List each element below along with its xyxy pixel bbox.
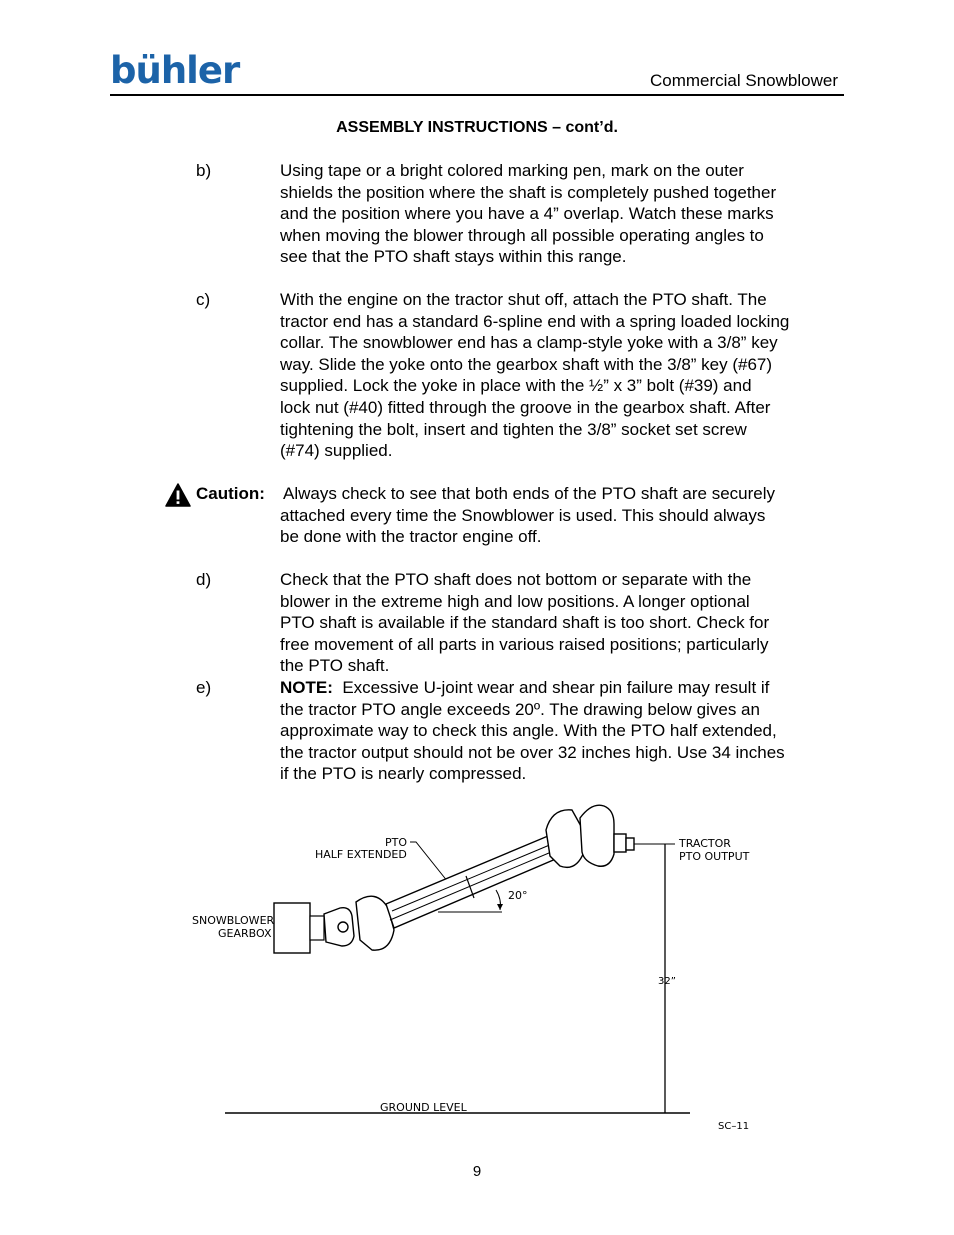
- step-e-line: the tractor PTO angle exceeds 20º. The drawing below gives an: [280, 699, 760, 719]
- step-c-text: [280, 289, 845, 462]
- caution-label: Caution:: [196, 484, 265, 503]
- step-d-marker: d): [196, 570, 212, 589]
- ground-label: GROUND LEVEL: [380, 1101, 467, 1114]
- step-c-line: tightening the bolt, insert and tighten the 3/8” socket set screw: [280, 419, 747, 439]
- step-e-marker: e): [196, 678, 212, 697]
- blower-yoke: [324, 896, 394, 950]
- caution-line: be done with the tractor engine off.: [280, 527, 542, 547]
- angle-arrowhead: [497, 904, 503, 910]
- caution-line: attached every time the Snowblower is used. This should always: [280, 505, 766, 525]
- step-b-marker: b): [196, 161, 212, 180]
- step-b-line: when moving the blower through all possible operating angles to: [280, 225, 764, 245]
- step-d-line: PTO shaft is available if the standard shaft is too short. Check for: [280, 613, 770, 633]
- pto-shaft: [386, 836, 558, 928]
- height-label: 32”: [658, 976, 676, 987]
- step-e-line: Excessive U-joint wear and shear pin failure may result if: [332, 678, 770, 697]
- gearbox-label: SNOWBLOWER: [192, 914, 275, 927]
- step-e-text: [280, 677, 845, 785]
- caution-line: Always check to see that both ends of the PTO shaft are securely: [283, 484, 776, 503]
- gearbox-shaft: [310, 916, 324, 940]
- step-c-line: supplied. Lock the yoke in place with the ½” x 3” bolt (#39) and: [280, 376, 752, 396]
- step-b-line: and the position where you have a 4” overlap. Watch these marks: [280, 204, 774, 224]
- section-heading: ASSEMBLY INSTRUCTIONS – cont’d.: [336, 119, 618, 136]
- pto-angle-diagram: [180, 800, 780, 1140]
- angle-label: 20°: [508, 889, 528, 902]
- step-e-line: the tractor output should not be over 32 inches high. Use 34 inches: [280, 742, 785, 762]
- buhler-logo: bühler: [110, 49, 240, 92]
- page-number: 9: [472, 1163, 482, 1180]
- header-divider: [110, 94, 844, 96]
- step-d-line: Check that the PTO shaft does not bottom or separate with the: [280, 570, 752, 589]
- step-d-text: [280, 569, 845, 677]
- note-label: NOTE:: [280, 678, 333, 697]
- step-c-marker: c): [196, 290, 211, 309]
- step-b-line: Using tape or a bright colored marking pen, mark on the outer: [280, 161, 744, 180]
- document-title: Commercial Snowblower: [649, 71, 838, 90]
- tractor-label: TRACTOR: [679, 837, 731, 850]
- pto-leader-line: [410, 842, 448, 882]
- tractor-label: PTO OUTPUT: [679, 850, 750, 863]
- step-e-line: approximate way to check this angle. With the PTO half extended,: [280, 721, 777, 741]
- step-c-line: way. Slide the yoke onto the gearbox shaft with the 3/8” key (#67): [280, 354, 773, 374]
- warning-triangle-icon: [165, 483, 191, 507]
- step-e-line: if the PTO is nearly compressed.: [280, 764, 527, 784]
- step-c-line: With the engine on the tractor shut off, attach the PTO shaft. The: [280, 290, 767, 309]
- step-c-line: lock nut (#40) fitted through the groove in the gearbox shaft. After: [280, 397, 771, 417]
- step-c-line: tractor end has a standard 6-spline end with a spring loaded locking: [280, 311, 790, 331]
- gearbox-block: [274, 903, 310, 953]
- caution-text: [280, 505, 845, 548]
- step-d-line: blower in the extreme high and low positions. A longer optional: [280, 591, 750, 611]
- step-d-line: free movement of all parts in various raised positions; particularly: [280, 634, 769, 654]
- step-d-line: the PTO shaft.: [280, 656, 390, 676]
- step-b-line: shields the position where the shaft is completely pushed together: [280, 182, 777, 202]
- step-c-line: (#74) supplied.: [280, 441, 393, 461]
- gearbox-label: GEARBOX: [218, 927, 272, 940]
- pto-label: HALF EXTENDED: [315, 848, 407, 861]
- tractor-yoke: [546, 805, 634, 867]
- figure-id: SC–11: [718, 1121, 750, 1132]
- step-b-text: [280, 160, 845, 268]
- pto-label: PTO: [385, 836, 408, 849]
- step-b-line: see that the PTO shaft stays within this range.: [280, 247, 627, 267]
- step-c-line: collar. The snowblower end has a clamp-style yoke with a 3/8” key: [280, 333, 778, 353]
- step-e-first-line: [280, 677, 845, 699]
